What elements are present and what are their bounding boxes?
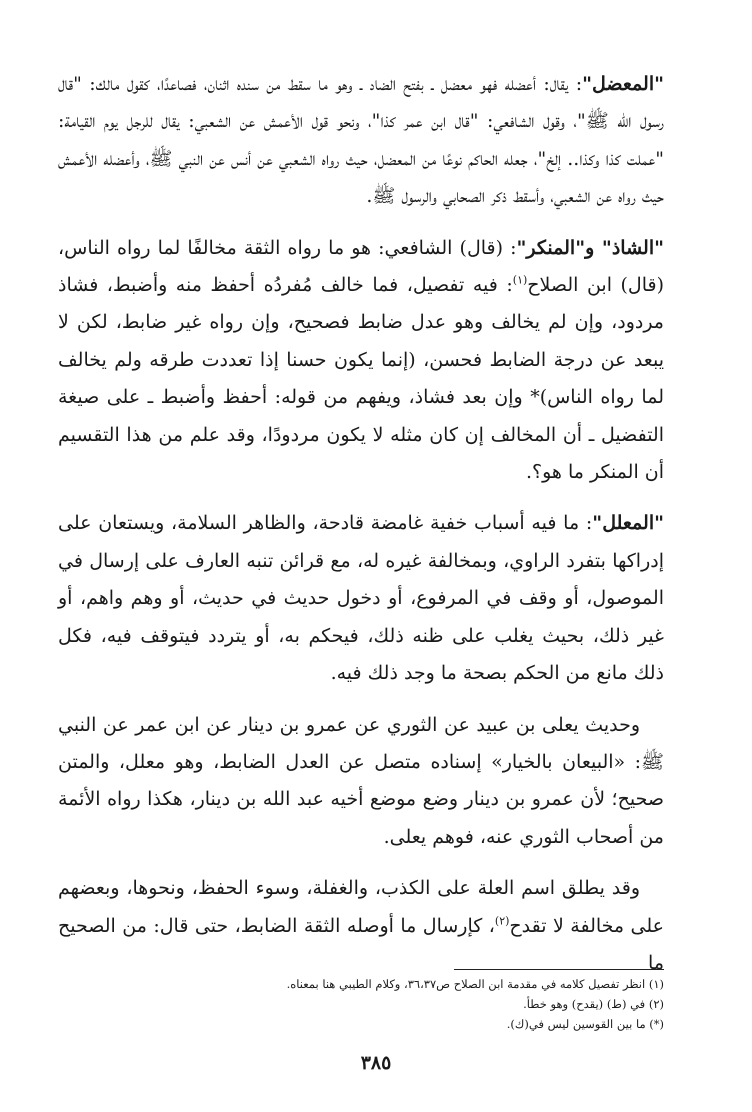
paragraph-text: : يقال: أعضله فهو معضل ـ بفتح الضاد ـ وهو ما سقط من سنده اثنان، فصاعدًا، كقول مالك: "قال رسول الله ﷺ"، وقول الشافعي: "قال ابن عمر كذا"، ونحو قول الأعمش عن الشعبي: يقال للرجل يوم القيامة: "عملت كذا وكذا.. إلخ"، جعله الحاكم نوعًا من المعضل، حيث رواه الشعبي عن أنس عن النبي ﷺ، وأعضله الأعمش حيث رواه عن الشعبي، وأسقط ذكر الصحابي والرسول ﷺ.: [58, 73, 664, 208]
term-shadh-munkar: "الشاذ" و"المنكر": [516, 236, 664, 259]
paragraph-text: ، كإرسال ما أوصله الثقة الضابط، حتى قال: من الصحيح ما: [58, 914, 664, 974]
footnote-1: (١) انظر تفصيل كلامه في مقدمة ابن الصلاح ص٣٦،٣٧، وكلام الطيبي هنا بمعناه.: [286, 977, 664, 991]
paragraph-text: : فيه تفصيل، فما خالف مُفردُه أحفظ منه وأضبط، فشاذ مردود، وإن لم يخالف وهو عدل ضابط فصحيح، وإن رواه غير ضابط، لكن لا يبعد عن درجة الضابط فحسن، (إنما يكون حسنا إذا تعددت طرقه ولم يخالف لما رواه الناس)* وإن بعد فشاذ، ويفهم من قوله: أحفظ وأضبط ـ على صيغة التفضيل ـ أن المخالف إن كان مثله لا يكون مردودًا، وقد علم من هذا التقسيم أن المنكر ما هو؟.: [58, 274, 664, 484]
footnote-2: (٢) في (ط) (يقدح) وهو خطأ.: [523, 997, 664, 1011]
footnote-star: (*) ما بين القوسين ليس في(ك).: [506, 1017, 664, 1031]
paragraph-text: : (قال) الشافعي: هو ما رواه الثقة مخالفًا لما رواه الناس، (قال) ابن الصلاح: [58, 236, 664, 297]
paragraph-muallal: [58, 505, 664, 692]
paragraph-shadh-munkar: [58, 230, 664, 492]
paragraph-hadith-example: [58, 707, 664, 857]
paragraph-text: وحديث يعلى بن عبيد عن الثوري عن عمرو بن دينار عن ابن عمر عن النبي ﷺ: «البيعان بالخيار» إسناده متصل عن العدل الضابط، وهو معلل، والمتن صحيح؛ لأن عمرو بن دينار وضع موضع أخيه عبد الله بن دينار، هكذا رواه الأئمة من أصحاب الثوري عنه، فوهم يعلى.: [58, 713, 664, 848]
main-text: [58, 66, 664, 996]
term-muallal: "المعلل": [592, 512, 664, 535]
footnotes: [58, 974, 664, 1034]
paragraph-text: : ما فيه أسباب خفية غامضة قادحة، والظاهر السلامة، ويستعان على إدراكها بتفرد الراوي، وبمخالفة غيره له، مع قرائن تنبه العارف على إرسال في الموصول، أو وقف في المرفوع، أو دخول حديث في حديث، أو وهم واهم، أو غير ذلك، بحيث يغلب على ظنه ذلك، فيحكم به، أو يتردد فيتوقف فيه، فكل ذلك مانع من الحكم بصحة ما وجد ذلك فيه.: [58, 512, 664, 685]
page-number: ٣٨٥: [360, 1052, 392, 1074]
footnote-ref-1[interactable]: (١): [512, 273, 528, 287]
paragraph-muadal: [58, 66, 664, 216]
term-muadal: "المعضل": [582, 73, 664, 95]
paragraph-illa-usage: [58, 870, 664, 982]
footnote-ref-2[interactable]: (٢): [494, 914, 510, 928]
paragraph-text: وقد يطلق اسم العلة على الكذب، والغفلة، وسوء الحفظ، ونحوها، وبعضهم على مخالفة لا تقدح: [58, 877, 665, 937]
footnote-divider: [454, 969, 664, 970]
